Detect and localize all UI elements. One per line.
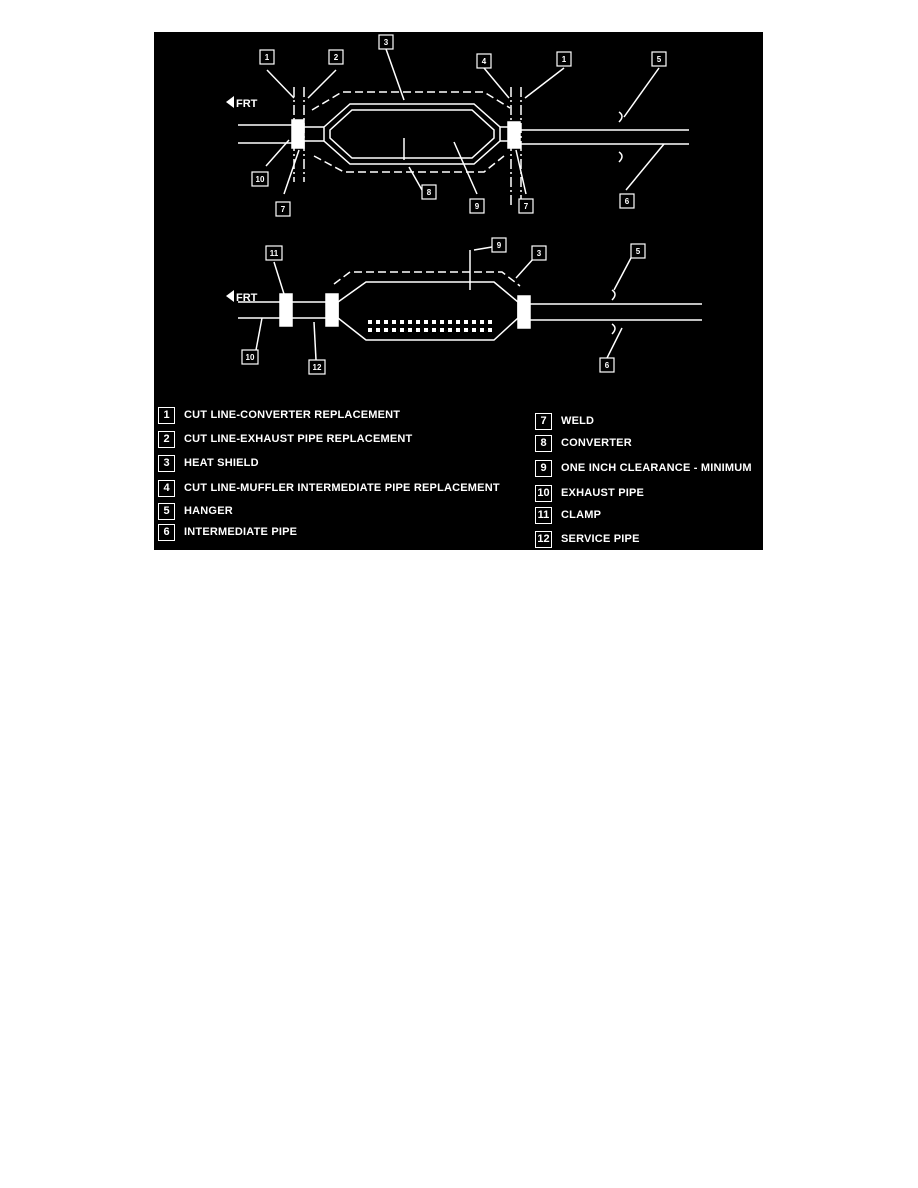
legend-text: WELD: [561, 415, 595, 427]
legend-item-3: [158, 453, 259, 473]
callout-bottom-12: 12: [312, 363, 322, 372]
legend-num: 1: [158, 407, 175, 424]
legend-text: EXHAUST PIPE: [561, 487, 645, 499]
callout-bottom-9: 9: [496, 241, 502, 250]
legend-item-1: [158, 405, 400, 425]
legend-text: CUT LINE-MUFFLER INTERMEDIATE PIPE REPLACEMENT: [184, 482, 500, 494]
callout-top-4: 4: [481, 57, 487, 66]
legend-text: SERVICE PIPE: [561, 533, 640, 545]
legend-num: 7: [535, 413, 552, 430]
callout-top-6: 6: [624, 197, 630, 206]
converter-perforations: [368, 320, 492, 332]
callout-bottom-3: 3: [536, 249, 542, 258]
front-label-top: FRT: [236, 98, 258, 110]
callout-bottom-10: 10: [245, 353, 255, 362]
callout-top-1: 1: [264, 53, 270, 62]
legend-item-6: [158, 522, 297, 542]
weld-right: [508, 122, 520, 148]
legend-item-5: [158, 501, 233, 521]
legend-num: 6: [158, 524, 175, 541]
converter-top: [324, 104, 500, 164]
callout-top-3: 3: [383, 38, 389, 47]
legend-text: ONE INCH CLEARANCE - MINIMUM: [561, 462, 752, 474]
legend-item-12: [535, 529, 640, 549]
callout-top-2: 2: [333, 53, 339, 62]
legend-num: 8: [535, 435, 552, 452]
legend-item-7: [535, 411, 594, 431]
legend-item-10: [535, 483, 644, 503]
front-label-bottom: FRT: [236, 292, 258, 304]
legend-text: CUT LINE-CONVERTER REPLACEMENT: [184, 409, 401, 421]
callout-bottom-11: 11: [269, 249, 279, 258]
heat-shield-top-upper: [312, 92, 510, 110]
legend-text: HANGER: [184, 505, 233, 517]
legend-num: 10: [535, 485, 552, 502]
legend-num: 11: [535, 507, 552, 524]
legend-text: CUT LINE-EXHAUST PIPE REPLACEMENT: [184, 433, 413, 445]
front-arrow-top: [226, 96, 234, 108]
callout-bottom-5: 5: [635, 247, 641, 256]
legend-text: HEAT SHIELD: [184, 457, 259, 469]
legend-text: INTERMEDIATE PIPE: [184, 526, 298, 538]
legend-text: CLAMP: [561, 509, 602, 521]
legend-num: 4: [158, 480, 175, 497]
legend-item-8: [535, 433, 632, 453]
legend-text: CONVERTER: [561, 437, 632, 449]
callout-bottom-6: 6: [604, 361, 610, 370]
legend-num: 12: [535, 531, 552, 548]
legend-num: 5: [158, 503, 175, 520]
legend-num: 3: [158, 455, 175, 472]
legend-item-4: [158, 478, 500, 498]
legend-num: 9: [535, 460, 552, 477]
callout-top-7: 7: [280, 205, 286, 214]
clamp-left: [280, 294, 292, 326]
exhaust-diagram: [154, 32, 763, 550]
legend-item-2: [158, 429, 412, 449]
callout-top-7b: 7: [523, 202, 529, 211]
legend-item-11: [535, 505, 601, 525]
callout-top-9: 9: [474, 202, 480, 211]
front-arrow-bottom: [226, 290, 234, 302]
heat-shield-bottom: [334, 272, 520, 286]
callout-top-8: 8: [426, 188, 432, 197]
legend-num: 2: [158, 431, 175, 448]
legend-item-9: [535, 458, 752, 478]
callout-top-5: 5: [656, 55, 662, 64]
clamp-service: [326, 294, 338, 326]
callout-top-1b: 1: [561, 55, 567, 64]
callout-top-10: 10: [255, 175, 265, 184]
clamp-right: [518, 296, 530, 328]
